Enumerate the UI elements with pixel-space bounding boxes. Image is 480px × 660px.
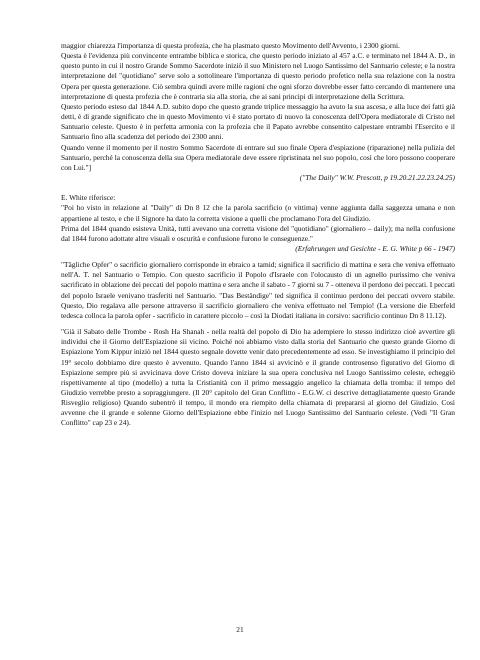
paragraph-taegliche-opfer: "Tägliche Opfer" o sacrificio giornaliero corrisponde in ebraico a tamid; significa il sacrificio di mattina e sera che veniva effettuato nell'A. T. nel Santuario o Tempio. Con questo sacrificio il Popolo d'Israele con l'olocausto di un agnello purissimo che veniva sacrificato in oblazione dei peccati del popolo mattina e sera anche il sabato - 7 giorni su 7 - otteneva il perdono dei peccati. I peccati del popolo Israele venivano trasferiti nel Santuario. "Das Beständige" ted significa il continuo perdono dei peccati ovvero stabile. Questo, Dio regalava alle persone attraverso il sacrificio giornaliero che veniva effettuato nel Tempio! (La versione die Eberfeld tedesca colloca la parola opfer - sacrificio in carattere piccolo – così la Diodati italiana in corsivo: sacrificio continuo Dn 8 11.12). bbox=[61, 260, 455, 320]
paragraph-intro: maggior chiarezza l'importanza di questa profezia, che ha plasmato questo Movimento dell'Avvento, i 2300 giorni. bbox=[61, 41, 400, 50]
page-number: 21 bbox=[236, 625, 244, 634]
paragraph-high-priest: Quando venne il momento per il nostro Sommo Sacerdote di entrare sul suo finale Opera d'espiazione (riparazione) nella pulizia del Santuario, perché la conoscenza della sua Opera mediatorale deve essere ripristinata nel suo popolo, così che loro possono cooperare con Lui."] bbox=[61, 142, 455, 172]
page-body bbox=[61, 41, 455, 429]
paragraph-evidence: Questa è l'evidenza più convincente entrambe biblica e storica, che questo periodo iniziato al 457 a.C. e terminato nel 1844 A. D., in questo punto in cui il nostro Grande Sommo Sacerdote iniziò il suo Ministero nel Luogo Santissimo del Santuario celeste; e la nostra interpretazione del "quotidiano" serve solo a sottolineare l'importanza di questo periodo profetico nella sua relazione con la nostra Opera per questa generazione. Ciò sembra quindi avere mille ragioni che ogni sforzo dovrebbe esser fatto cercando di mantenere una interpretazione di questa profezia che è contraria sia alla storia, che ai sani principi di interpretazione della Scrittura. bbox=[61, 51, 455, 101]
citation-prescott: ("The Daily" W.W. Prescott, p 19.20.21.22.23.24.25) bbox=[299, 173, 455, 183]
paragraph-before-1844: Prima del 1844 quando esisteva Unità, tutti avevano una corretta visione del "quotidiano" (giornaliero – daily); ma nella confusione dal 1844 furono adottate altre visuali e oscurità e confusione furono le conseguenze." bbox=[61, 223, 455, 243]
citation-white: (Erfahrungen und Gesichte - E. G. White p 66 - 1947) bbox=[295, 243, 455, 253]
paragraph-white-heading: E. White riferisce: bbox=[61, 193, 116, 203]
paragraph-trumpets: "Già il Sabato delle Trombe - Rosh Ha Shanah - nella realtà del popolo di Dio ha adempiere lo stesso indirizzo cioè avvertire gli individui che il Giorno dell'Espiazione sii vicino. Poiché noi abbiamo visto dalla storia del Santuario che questo grande Giorno di Espiazione Yom Kippur iniziò nel 1844 questo segnale dovette venir dato precedentemente ad esso. Se investighiamo il principio del 19° secolo dobbiamo dire questo è avvenuto. Quando l'anno 1844 si avvicinò e il grande controsenso figurativo del Giorno di Espiazione sempre più si avvicinava dove Cristo doveva iniziare la sua opera conclusiva nel Luogo Santissimo celeste, echeggiò rispettivamente al tipo (modello) a tutta la Cristianità con il primo messaggio angelico la chiamata della tromba: il tempo del Giudizio verrebbe presto a sopraggiungere. (Il 20° capitolo del Gran Conflitto - E.G.W. ci descrive dettagliatamente questo Grande Risveglio religioso) Quando subentrò il tempo, il mondo era riempito della chiamata di prepararsi al giorno del Giudizio. Così avvenne che il grande e solenne Giorno dell'Espiazione ebbe l'inizio nel Luogo Santissimo del Santuario celeste. (Vedi "Il Gran Conflitto" cap 23 e 24). bbox=[61, 327, 455, 428]
paragraph-period: Questo periodo esteso dal 1844 A.D. subito dopo che questo grande triplice messaggio ha avuto la sua ascesa, e alla luce dei fatti già detti, è di grande significato che in questo Movimento vi è stato portato di nuovo la conoscenza dell'Opera mediatorale di Cristo nel Santuario celeste. Questo è in perfetta armonia con la profezia che il Papato avrebbe consentito calpestare entrambi l'Esercito e il Santuario fino alla scadenza del periodo dei 2300 anni. bbox=[61, 101, 455, 142]
paragraph-white-quote: "Poi ho visto in relazione al "Daily" di Dn 8 12 che la parola sacrificio (o vittima) venne aggiunta dalla saggezza umana e non appartiene al testo, e che il Signore ha dato la corretta visione a quelli che proclamano l'ora del Giudizio. bbox=[61, 203, 455, 223]
